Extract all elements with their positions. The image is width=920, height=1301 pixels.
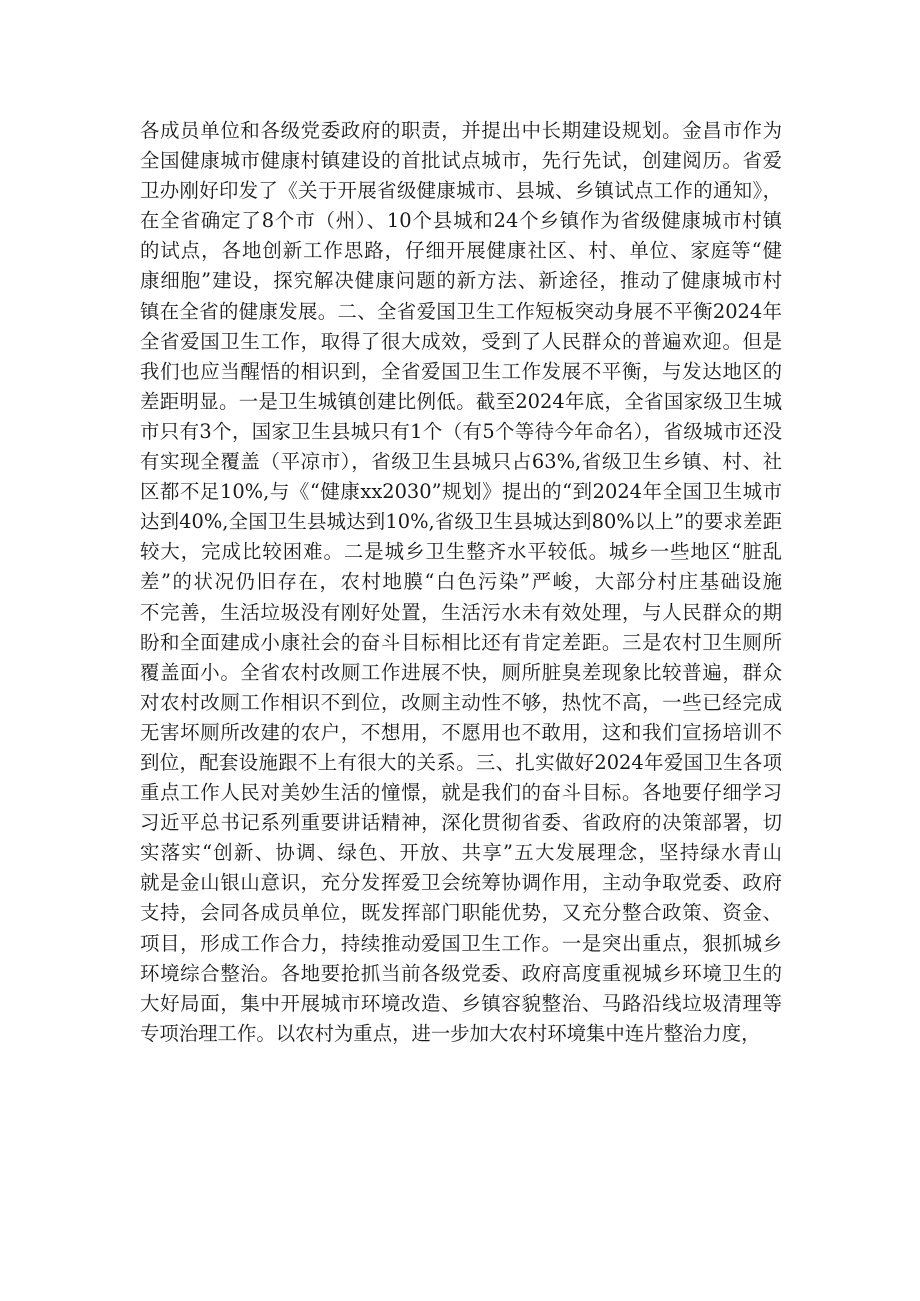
text-line: 我们也应当醒悟的相识到，全省爱国卫生工作发展不平衡，与发达地区的: [140, 359, 782, 383]
text-line: 市只有3个，国家卫生县城只有1个（有5个等待今年命名），省级城市还没: [140, 419, 782, 443]
text-line: 差”的状况仍旧存在，农村地膜“白色污染”严峻，大部分村庄基础设施: [140, 570, 782, 594]
text-line: 到位，配套设施跟不上有很大的关系。三、扎实做好2024年爱国卫生各项: [140, 750, 782, 774]
text-line: 盼和全面建成小康社会的奋斗目标相比还有肯定差距。三是农村卫生厕所: [140, 630, 782, 654]
text-line: 较大，完成比较困难。二是城乡卫生整齐水平较低。城乡一些地区“脏乱: [140, 540, 782, 564]
text-line: 达到40%,全国卫生县城达到10%,省级卫生县城达到80%以上”的要求差距: [140, 510, 782, 534]
text-line: 不完善，生活垃圾没有刚好处置，生活污水未有效处理，与人民群众的期: [140, 600, 782, 624]
text-line: 环境综合整治。各地要抢抓当前各级党委、政府高度重视城乡环境卫生的: [140, 961, 782, 985]
text-line: 全国健康城市健康村镇建设的首批试点城市，先行先试，创建阅历。省爱: [140, 149, 782, 173]
text-line: 就是金山银山意识，充分发挥爱卫会统筹协调作用，主动争取党委、政府: [140, 871, 782, 895]
text-line: 覆盖面小。全省农村改厕工作进展不快，厕所脏臭差现象比较普遍，群众: [140, 660, 782, 684]
text-line: 的试点，各地创新工作思路，仔细开展健康社区、村、单位、家庭等“健: [140, 239, 782, 263]
text-line: 镇在全省的健康发展。二、全省爱国卫生工作短板突动身展不平衡2024年: [140, 299, 782, 323]
text-line: 卫办刚好印发了《关于开展省级健康城市、县城、乡镇试点工作的通知》，: [140, 179, 782, 203]
text-line: 支持，会同各成员单位，既发挥部门职能优势，又充分整合政策、资金、: [140, 901, 782, 925]
text-line: 对农村改厕工作相识不到位，改厕主动性不够，热忱不高，一些已经完成: [140, 690, 782, 714]
text-line: 在全省确定了8个市（州）、10个县城和24个乡镇作为省级健康城市村镇: [140, 209, 782, 233]
text-line: 全省爱国卫生工作，取得了很大成效，受到了人民群众的普遍欢迎。但是: [140, 329, 782, 353]
text-line: 专项治理工作。以农村为重点，进一步加大农村环境集中连片整治力度，: [140, 1021, 761, 1045]
text-line: 各成员单位和各级党委政府的职责，并提出中长期建设规划。金昌市作为: [140, 119, 782, 142]
text-line: 大好局面，集中开展城市环境改造、乡镇容貌整治、马路沿线垃圾清理等: [140, 991, 782, 1015]
text-line: 康细胞”建设，探究解决健康问题的新方法、新途径，推动了健康城市村: [140, 269, 782, 293]
text-line: 无害坏厕所改建的农户，不想用，不愿用也不敢用，这和我们宣扬培训不: [140, 720, 782, 744]
text-line: 习近平总书记系列重要讲话精神，深化贯彻省委、省政府的决策部署，切: [140, 811, 782, 835]
text-line: 区都不足10%,与《“健康xx2030”规划》提出的“到2024年全国卫生城市: [140, 480, 782, 504]
text-line: 差距明显。一是卫生城镇创建比例低。截至2024年底，全省国家级卫生城: [140, 389, 782, 413]
text-line: 有实现全覆盖（平凉市），省级卫生县城只占63%,省级卫生乡镇、村、社: [140, 450, 782, 474]
text-line: 实落实“创新、协调、绿色、开放、共享”五大发展理念，坚持绿水青山: [140, 841, 782, 865]
text-line: 项目，形成工作合力，持续推动爱国卫生工作。一是突出重点，狠抓城乡: [140, 931, 782, 955]
text-line: 重点工作人民对美妙生活的憧憬，就是我们的奋斗目标。各地要仔细学习: [140, 781, 782, 805]
body-paragraph: [140, 116, 782, 1049]
